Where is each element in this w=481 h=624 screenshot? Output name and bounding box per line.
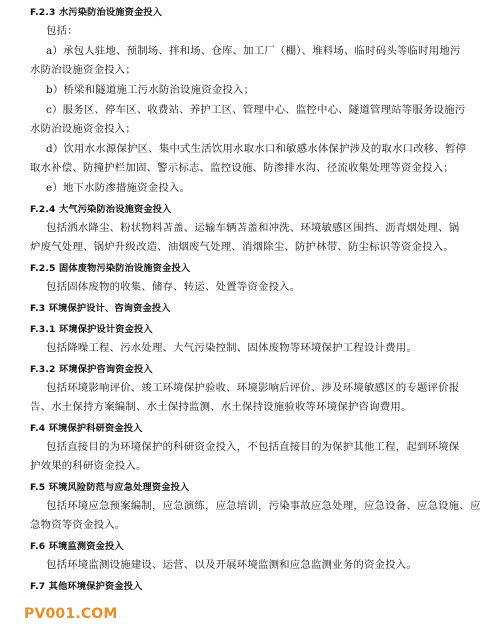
section-heading-f3: F.3 环境保护设计、咨询资金投入 (30, 303, 171, 314)
section-f23-intro: 包括： (46, 25, 78, 37)
section-f24-line1: 包括洒水降尘、粉状物料苫盖、运输车辆苫盖和冲洗、环境敏感区围挡、沥青烟处理、锅 (46, 222, 460, 234)
section-f4-line2: 护效果的科研资金投入。 (30, 460, 147, 472)
section-f23-item-c-line2: 水防治设施资金投入； (30, 123, 136, 135)
section-heading-f7: F.7 其他环境保护资金投入 (30, 581, 143, 592)
section-f5-line2: 急物资等资金投入。 (30, 519, 126, 531)
section-heading-f4: F.4 环境保护科研资金投入 (30, 423, 143, 434)
section-f23-item-a-line1: a）承包人驻地、预制场、拌和场、仓库、加工厂（棚）、堆料场、临时码头等临时用地污 (46, 45, 461, 57)
section-heading-f24: F.2.4 大气污染防治设施资金投入 (30, 204, 172, 215)
section-f32-line2: 告、水土保持方案编制、水土保持监测、水土保持设施验收等环境保护咨询费用。 (30, 401, 412, 413)
section-heading-f32: F.3.2 环境保护咨询资金投入 (30, 364, 153, 375)
section-f32-line1: 包括环境影响评价、竣工环境保护验收、环境影响后评价、涉及环境敏感区的专题评价报 (46, 382, 460, 394)
section-heading-f31: F.3.1 环境保护设计资金投入 (30, 324, 153, 335)
section-f4-line1: 包括直接目的为环境保护的科研资金投入，不包括直接目的为保护其他工程，起到环境保 (46, 441, 460, 453)
section-heading-f6: F.6 环境监测资金投入 (30, 541, 124, 552)
section-f23-item-b: b）桥梁和隧道施工污水防治设施资金投入； (46, 84, 255, 96)
section-f6-line1: 包括环境监测设施建设、运营、以及开展环境监测和应急监测业务的资金投入。 (46, 559, 417, 571)
section-f23-item-e: e）地下水防渗措施资金投入。 (46, 182, 191, 194)
section-f23-item-a-line2: 水防治设施资金投入； (30, 64, 136, 76)
section-f31-line1: 包括降噪工程、污水处理、大气污染控制、固体废物等环境保护工程设计费用。 (46, 342, 417, 354)
section-f5-line1: 包括环境应急预案编制，应急演练，应急培训，污染事故应急处理，应急设备、应急设施、应 (46, 500, 481, 512)
watermark-logo: PV001.COM (24, 606, 118, 622)
section-f23-item-c-line1: c）服务区、停车区、收费站、养护工区、管理中心、监控中心、隧道管理站等服务设施污 (46, 104, 466, 116)
section-f24-line2: 炉废气处理、锅炉升级改造、油烟废气处理、消烟除尘、防护林带、防尘标识等资金投入。 (30, 241, 454, 253)
section-heading-f25: F.2.5 固体废物污染防治设施资金投入 (30, 263, 191, 274)
section-heading-f23: F.2.3 水污染防治设施资金投入 (30, 7, 163, 18)
section-f23-item-d-line1: d）饮用水水源保护区、集中式生活饮用水取水口和敏感水体保护涉及的取水口改移、暂停 (46, 143, 467, 155)
section-f25-line1: 包括固体废物的收集、储存、转运、处置等资金投入。 (46, 281, 301, 293)
section-f23-item-d-line2: 取水补偿、防撞护栏加固、警示标志、监控设施、防渗排水沟、径流收集处理等资金投入； (30, 162, 454, 174)
section-heading-f5: F.5 环境风险防范与应急处理资金投入 (30, 482, 190, 493)
